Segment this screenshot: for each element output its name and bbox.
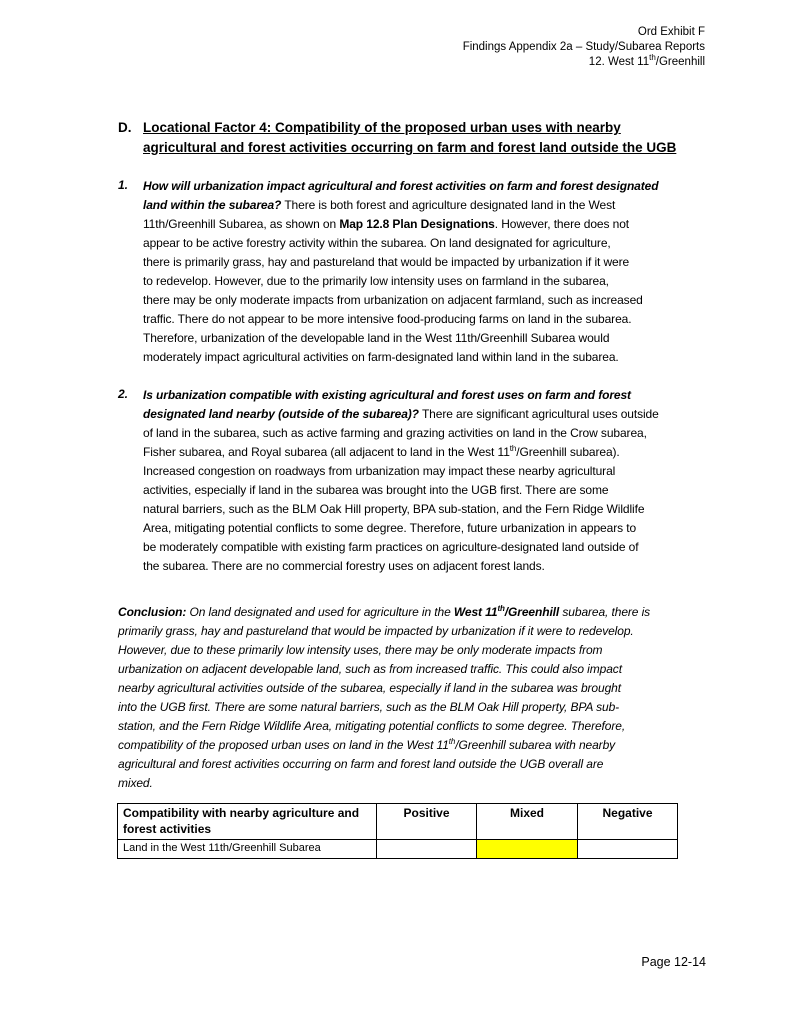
text-run: station, and the Fern Ridge Wildlife Area, mitigating potential conflicts to some degree. Therefore,: [118, 719, 626, 733]
text-run: Conclusion:: [118, 605, 187, 619]
header-compatibility: Compatibility with nearby agriculture and forest activities: [118, 804, 377, 840]
text-run: There are significant agricultural uses outside: [418, 407, 659, 421]
text-line: [143, 500, 659, 519]
conclusion-text: [118, 603, 650, 793]
text-line: [143, 234, 658, 253]
header-appendix: Findings Appendix 2a – Study/Subarea Reports: [462, 41, 705, 53]
text-run: moderately impact agricultural activities on farm-designated land within land in the subarea.: [143, 350, 619, 364]
header-subarea: [589, 55, 705, 70]
text-line: [118, 755, 650, 774]
text-line: [118, 622, 650, 641]
text-line: [118, 774, 650, 793]
text-run: However, due to these primarily low intensity uses, there may be only moderate impacts from: [118, 643, 603, 657]
text-run: agricultural and forest activities occurring on farm and forest land outside the UGB overall are: [118, 757, 604, 771]
text-run: /Greenhill subarea).: [516, 445, 620, 459]
text-line: [143, 196, 658, 215]
text-run: compatibility of the proposed urban uses on land in the West 11: [118, 738, 449, 752]
table-header-row: [118, 804, 678, 840]
table-row: [118, 840, 678, 859]
text-line: [143, 538, 659, 557]
text-run: How will urbanization impact agricultural and forest activities on farm and forest designated: [143, 179, 659, 193]
text-line: [143, 329, 658, 348]
text-run: West 11: [453, 605, 498, 619]
compatibility-table: [117, 803, 678, 859]
text-run: Map 12.8 Plan Designations: [339, 217, 495, 231]
text-run: designated land nearby (outside of the subarea)?: [143, 407, 419, 421]
text-run: of land in the subarea, such as active farming and grazing activities on land in the Crow subarea,: [143, 426, 647, 440]
text-run: Increased congestion on roadways from urbanization may impact these nearby agricultural: [143, 464, 616, 478]
text-run: land within the subarea?: [143, 198, 282, 212]
text-line: [118, 641, 650, 660]
text-run: be moderately compatible with existing farm practices on agriculture-designated land outside of: [143, 540, 639, 554]
text-run: /Greenhill: [504, 605, 560, 619]
text-run: activities, especially if land in the subarea was brought into the UGB first. There are some: [143, 483, 609, 497]
text-run: traffic. There do not appear to be more intensive food-producing farms on land in the subarea.: [143, 312, 632, 326]
text-run: th: [509, 444, 517, 453]
cell-positive: [377, 840, 477, 859]
item-number-1: 1.: [118, 178, 129, 192]
text-run: there may be only moderate impacts from urbanization on adjacent farmland, such as increased: [143, 293, 643, 307]
header-subarea-text: 12. West 11: [588, 56, 650, 68]
text-run: There is both forest and agriculture designated land in the West: [281, 198, 616, 212]
text-line: [143, 424, 659, 443]
cell-mixed: [477, 840, 578, 859]
section-title-line-1: Locational Factor 4: Compatibility of the proposed urban uses with nearby: [143, 120, 621, 135]
item-1-text: [143, 177, 658, 367]
header-exhibit: Ord Exhibit F: [637, 26, 705, 38]
text-run: 11th/Greenhill Subarea, as shown on: [143, 217, 340, 231]
section-number: D.: [118, 120, 132, 135]
cell-negative: [578, 840, 678, 859]
text-run: primarily grass, hay and pastureland that would be impacted by urbanization if it were to redevelop.: [118, 624, 634, 638]
text-run: into the UGB first. There are some natural barriers, such as the BLM Oak Hill property, BPA sub-: [118, 700, 620, 714]
text-run: /Greenhill subarea with nearby: [455, 738, 616, 752]
text-run: to redevelop. However, due to the primarily low intensity uses on farmland in the subarea,: [143, 274, 609, 288]
text-run: Area, mitigating potential conflicts to some degree. Therefore, future urbanization in appears to: [143, 521, 637, 535]
text-line: [118, 698, 650, 717]
text-line: [118, 717, 650, 736]
text-line: [143, 310, 658, 329]
section-title-line-2: agricultural and forest activities occurring on farm and forest land outside the UGB: [143, 140, 677, 155]
header-negative: Negative: [578, 804, 678, 840]
text-run: nearby agricultural activities outside of the subarea, especially if land in the subarea was brought: [118, 681, 621, 695]
text-run: the subarea. There are no commercial forestry uses on adjacent forest lands.: [143, 559, 545, 573]
header-subarea-text-2: /Greenhill: [655, 56, 705, 68]
text-run: there is primarily grass, hay and pastureland that would be impacted by urbanization if it were: [143, 255, 630, 269]
text-line: [143, 177, 658, 196]
page-number: Page 12-14: [641, 955, 706, 969]
text-line: [143, 405, 659, 424]
text-line: [143, 215, 658, 234]
text-line: [143, 272, 658, 291]
text-run: urbanization on adjacent developable land, such as from increased traffic. This could also impact: [118, 662, 622, 676]
text-line: [118, 679, 650, 698]
text-run: . However, there does not: [494, 217, 630, 231]
text-run: th: [448, 737, 456, 746]
text-line: [143, 519, 659, 538]
item-2-text: [143, 386, 659, 576]
text-run: appear to be active forestry activity within the subarea. On land designated for agriculture,: [143, 236, 611, 250]
header-mixed: Mixed: [477, 804, 578, 840]
text-run: subarea, there is: [559, 605, 651, 619]
text-line: [143, 462, 659, 481]
header-positive: Positive: [377, 804, 477, 840]
text-run: th: [497, 604, 505, 613]
text-line: [143, 253, 658, 272]
text-line: [118, 736, 650, 755]
text-line: [143, 443, 659, 462]
text-run: mixed.: [118, 776, 153, 790]
header-sup: th: [649, 53, 656, 63]
text-line: [143, 291, 658, 310]
text-run: Therefore, urbanization of the developable land in the West 11th/Greenhill Subarea would: [143, 331, 610, 345]
text-line: [143, 348, 658, 367]
text-line: [118, 603, 650, 622]
text-run: natural barriers, such as the BLM Oak Hill property, BPA sub-station, and the Fern Ridge Wildlife: [143, 502, 645, 516]
text-run: Fisher subarea, and Royal subarea (all adjacent to land in the West 11: [143, 445, 510, 459]
row-label: Land in the West 11th/Greenhill Subarea: [118, 840, 377, 859]
text-line: [143, 557, 659, 576]
text-line: [118, 660, 650, 679]
text-line: [143, 481, 659, 500]
text-run: On land designated and used for agriculture in the: [186, 605, 454, 619]
item-number-2: 2.: [118, 387, 129, 401]
text-line: [143, 386, 659, 405]
text-run: Is urbanization compatible with existing agricultural and forest uses on farm and forest: [143, 388, 631, 402]
